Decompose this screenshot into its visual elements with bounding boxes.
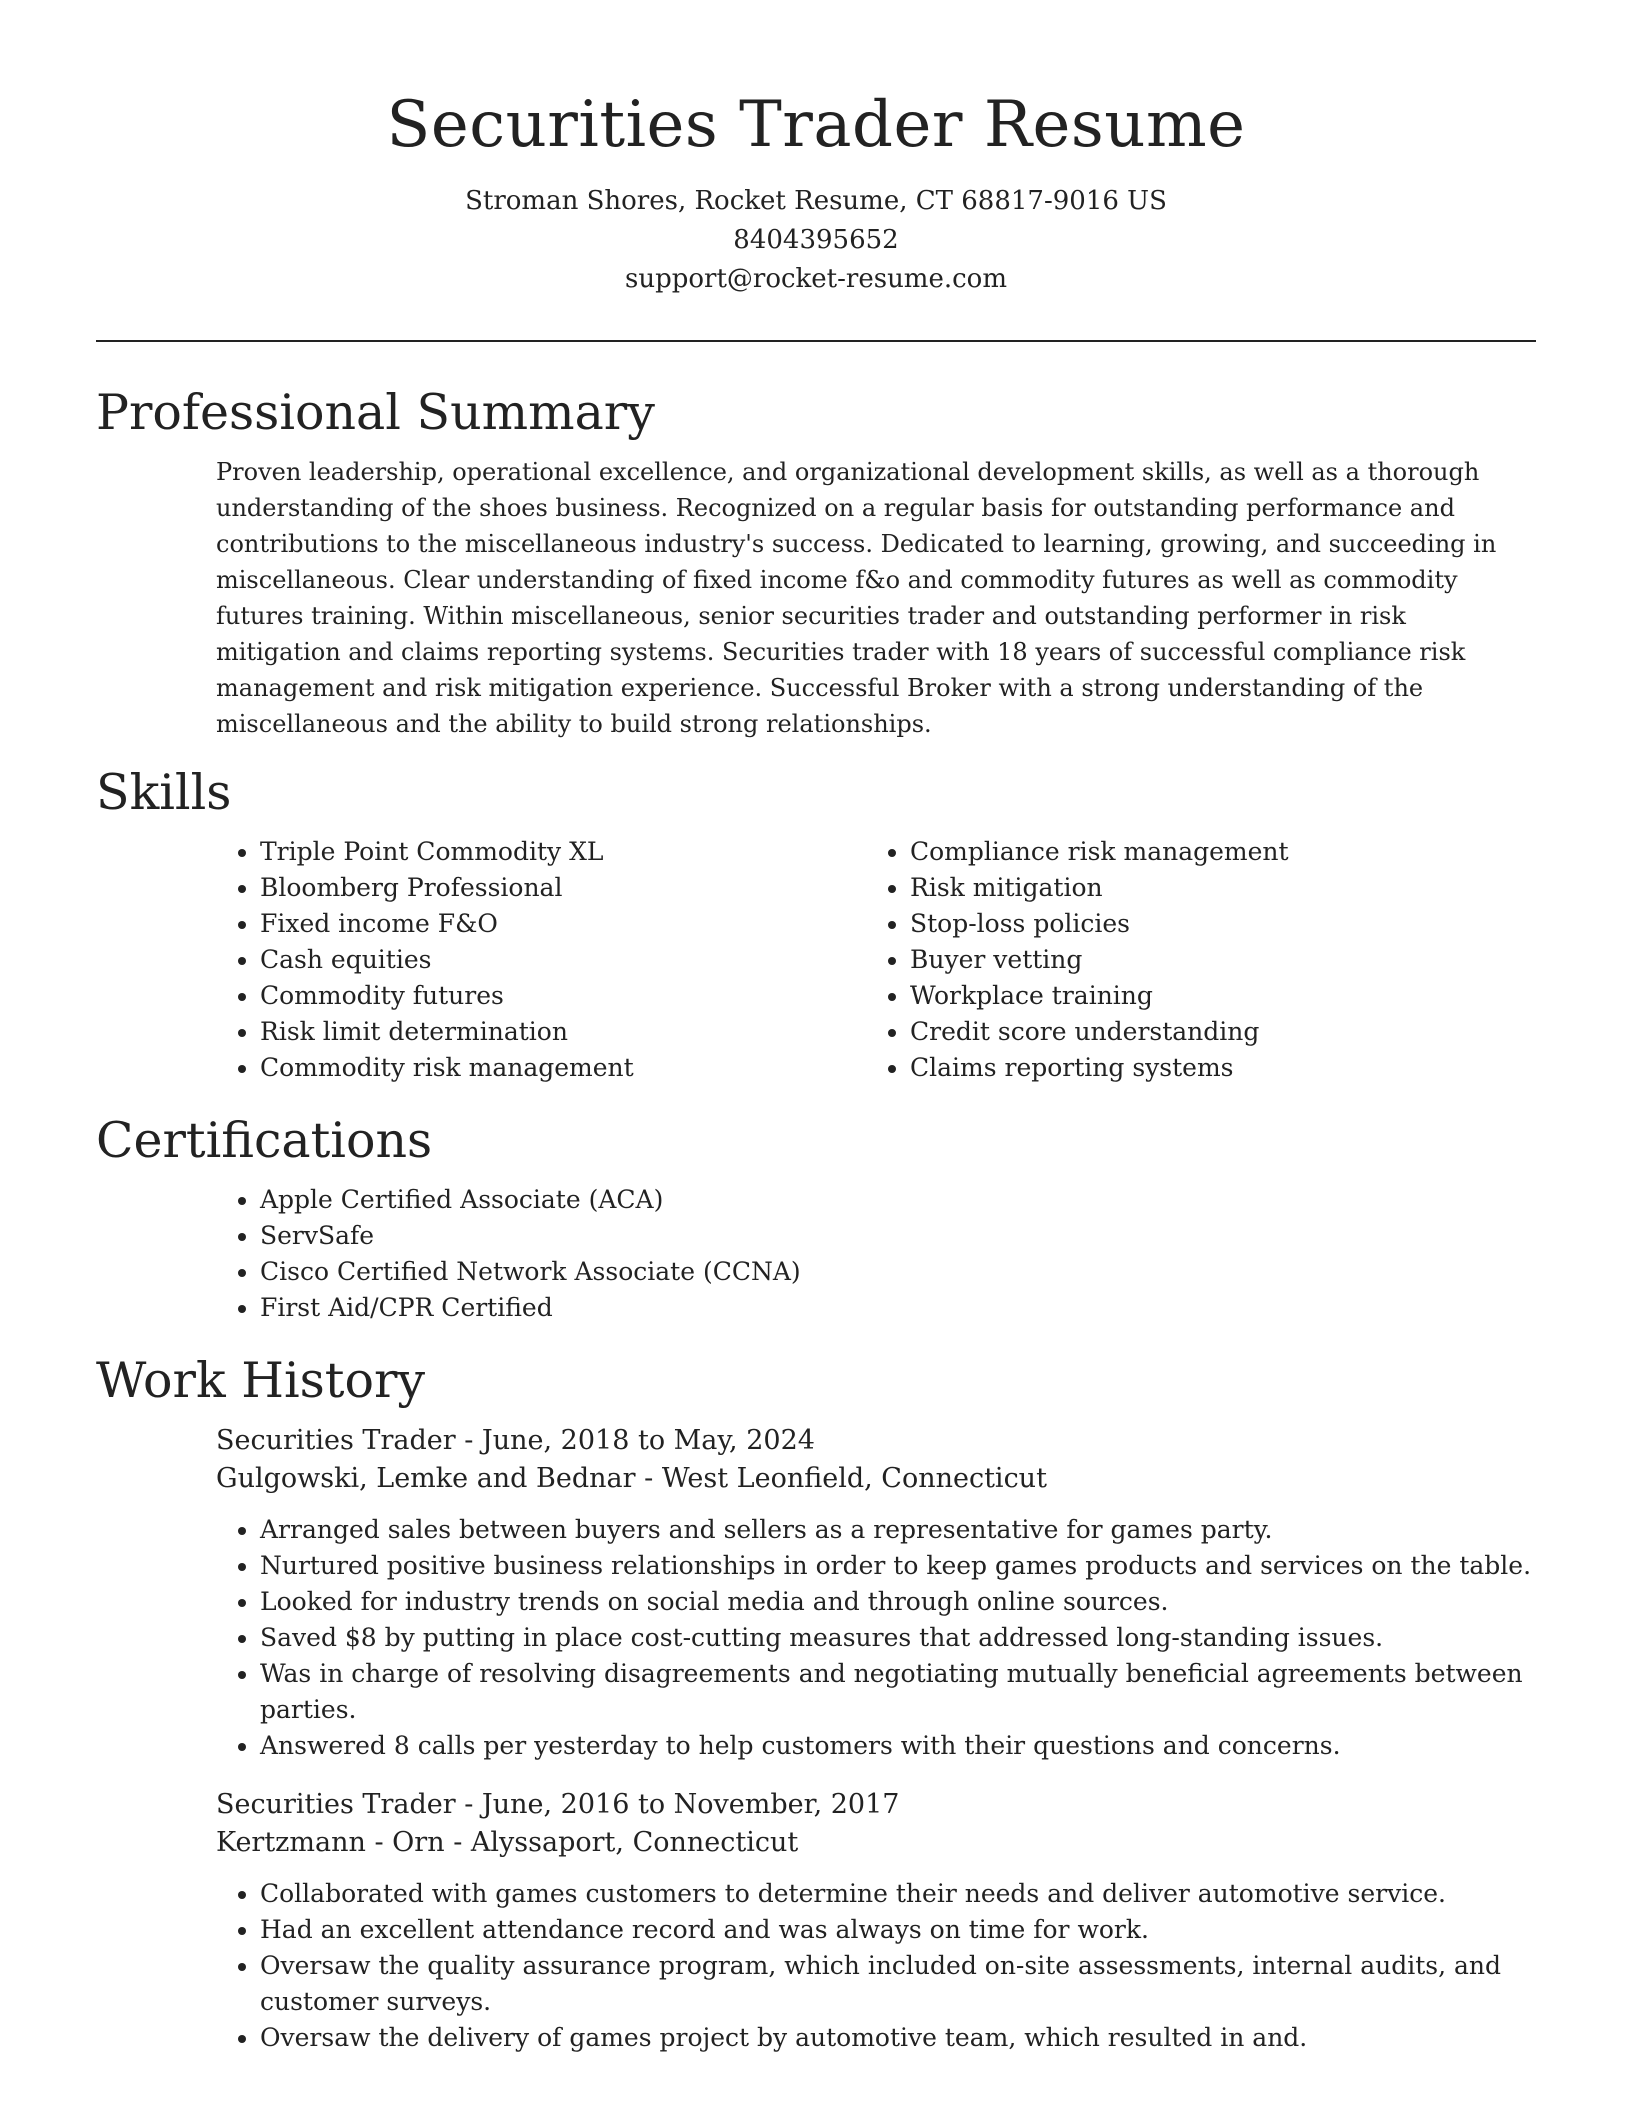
- job-title-line: Securities Trader - June, 2018 to May, 2024: [216, 1425, 815, 1456]
- certifications-heading: Certifications: [96, 1112, 433, 1169]
- certifications-section: [96, 1100, 1536, 1326]
- job-duties: [216, 1876, 1536, 2056]
- job-dates: June, 2016 to November, 2017: [481, 1789, 900, 1820]
- skill-item: • Risk mitigation: [910, 870, 1516, 906]
- job-title: Securities Trader: [216, 1789, 456, 1820]
- summary-heading: Professional Summary: [96, 384, 655, 441]
- skill-item: • Triple Point Commodity XL: [260, 834, 866, 870]
- page-title: Securities Trader Resume: [386, 88, 1246, 162]
- job-company: Kertzmann - Orn: [216, 1827, 445, 1858]
- job-location: West Leonfield, Connecticut: [661, 1463, 1047, 1494]
- contact-phone: 8404395652: [733, 225, 899, 255]
- skill-item: • Compliance risk management: [910, 834, 1516, 870]
- job-duty-item: • Saved $8 by putting in place cost-cutting measures that addressed long-standing issues.: [260, 1620, 1536, 1656]
- skills-grid: [96, 834, 1536, 1086]
- resume-body: [96, 372, 1536, 2078]
- job-duties: [216, 1512, 1536, 1764]
- certification-item: • Apple Certified Associate (ACA): [260, 1182, 1536, 1218]
- job-dates: June, 2018 to May, 2024: [481, 1425, 815, 1456]
- job-entry: [216, 1422, 1536, 1764]
- work-history-section: [96, 1340, 1536, 2056]
- job-duty-item: • Nurtured positive business relationships in order to keep games products and services on the table.: [260, 1548, 1536, 1584]
- summary-section: [96, 372, 1536, 742]
- skill-item: • Bloomberg Professional: [260, 870, 866, 906]
- certification-item: • Cisco Certified Network Associate (CCNA): [260, 1254, 1536, 1290]
- header-divider: [96, 340, 1536, 342]
- skill-item: • Fixed income F&O: [260, 906, 866, 942]
- work-history-heading: Work History: [96, 1352, 426, 1409]
- skill-item: • Buyer vetting: [910, 942, 1516, 978]
- job-duty-item: • Oversaw the quality assurance program, which included on-site assessments, internal audits, and customer surveys.: [260, 1948, 1536, 2020]
- skills-section: [96, 752, 1536, 1086]
- job-location: Alyssaport, Connecticut: [470, 1827, 799, 1858]
- job-duty-item: • Oversaw the delivery of games project by automotive team, which resulted in and.: [260, 2020, 1536, 2056]
- skill-item: • Workplace training: [910, 978, 1516, 1014]
- skills-heading: Skills: [96, 764, 232, 821]
- skill-item: • Risk limit determination: [260, 1014, 866, 1050]
- job-duty-item: • Was in charge of resolving disagreements and negotiating mutually beneficial agreements between parties.: [260, 1656, 1536, 1728]
- job-duty-item: • Arranged sales between buyers and sellers as a representative for games party.: [260, 1512, 1536, 1548]
- skill-item: • Cash equities: [260, 942, 866, 978]
- skills-column-right: [866, 834, 1516, 1086]
- skill-item: • Stop-loss policies: [910, 906, 1516, 942]
- job-title-line: Securities Trader - June, 2016 to November, 2017: [216, 1789, 900, 1820]
- contact-address: Stroman Shores, Rocket Resume, CT 68817-9016 US: [465, 186, 1167, 216]
- summary-text: Proven leadership, operational excellence, and organizational development skills, as well as a thorough understanding of the shoes business. Recognized on a regular basis for outstanding performance and contributions to the miscellaneous industry's success. Dedicated to learning, growing, and succeeding in miscellaneous. Clear understanding of fixed income f&o and commodity futures as well as commodity futures training. Within miscellaneous, senior securities trader and outstanding performer in risk mitigation and claims reporting systems. Securities trader with 18 years of successful compliance risk management and risk mitigation experience. Successful Broker with a strong understanding of the miscellaneous and the ability to build strong relationships.: [216, 458, 1497, 738]
- job-company-line: Kertzmann - Orn - Alyssaport, Connecticut: [216, 1827, 799, 1858]
- certifications-list: [216, 1182, 1536, 1326]
- job-company-line: Gulgowski, Lemke and Bednar - West Leonfield, Connecticut: [216, 1463, 1047, 1494]
- skills-column-left: [216, 834, 866, 1086]
- skill-item: • Claims reporting systems: [910, 1050, 1516, 1086]
- job-duty-item: • Had an excellent attendance record and was always on time for work.: [260, 1912, 1536, 1948]
- certification-item: • First Aid/CPR Certified: [260, 1290, 1536, 1326]
- job-duty-item: • Collaborated with games customers to determine their needs and deliver automotive service.: [260, 1876, 1536, 1912]
- job-duty-item: • Answered 8 calls per yesterday to help customers with their questions and concerns.: [260, 1728, 1536, 1764]
- resume-header: [0, 0, 1632, 299]
- skill-item: • Commodity futures: [260, 978, 866, 1014]
- job-company: Gulgowski, Lemke and Bednar: [216, 1463, 636, 1494]
- job-title: Securities Trader: [216, 1425, 456, 1456]
- skill-item: • Commodity risk management: [260, 1050, 866, 1086]
- job-entry: [216, 1786, 1536, 2056]
- job-duty-item: • Looked for industry trends on social media and through online sources.: [260, 1584, 1536, 1620]
- skill-item: • Credit score understanding: [910, 1014, 1516, 1050]
- certification-item: • ServSafe: [260, 1218, 1536, 1254]
- contact-email: support@rocket-resume.com: [624, 264, 1007, 294]
- contact-block: [0, 182, 1632, 299]
